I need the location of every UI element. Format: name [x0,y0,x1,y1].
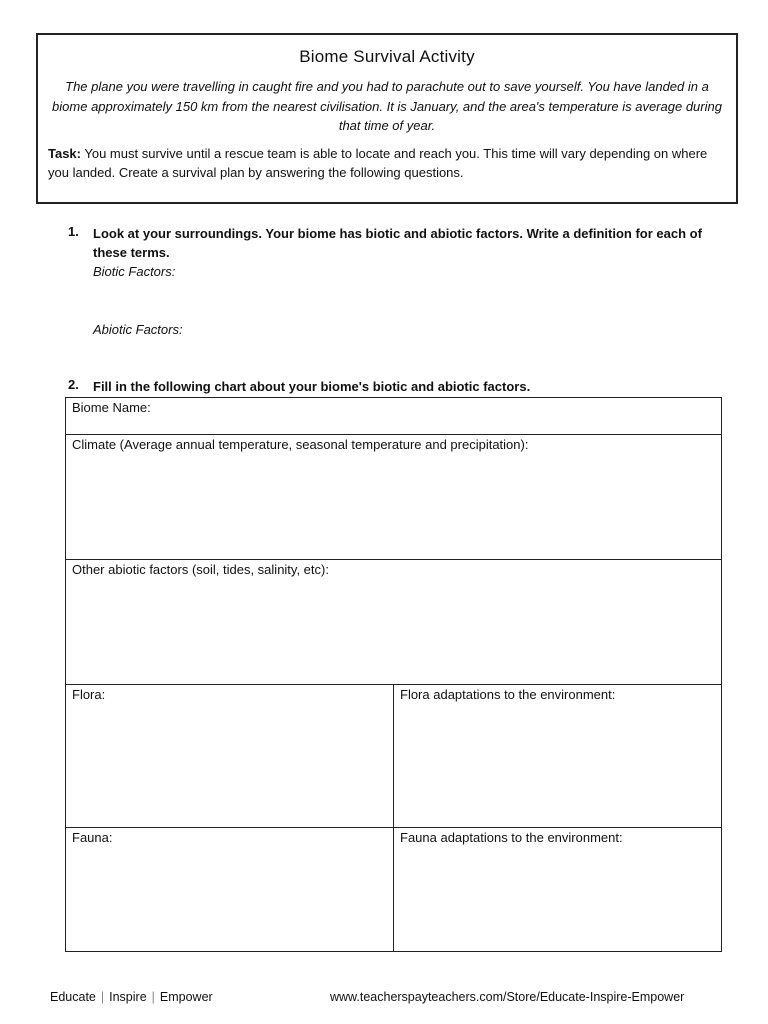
question-2-text: Fill in the following chart about your biome's biotic and abiotic factors. [93,379,531,394]
flora-cell[interactable]: Flora: [66,685,394,828]
fauna-cell[interactable]: Fauna: [66,828,394,952]
footer-educate: Educate [50,990,96,1004]
footer-separator: | [100,990,105,1004]
question-2 [68,377,728,396]
biotic-factors-label: Biotic Factors: [93,264,176,279]
abiotic-factors-label: Abiotic Factors: [93,322,183,337]
biome-name-cell[interactable]: Biome Name: [66,398,722,435]
footer-url: www.teacherspayteachers.com/Store/Educate-Inspire-Empower [330,990,685,1004]
fauna-adaptations-cell[interactable]: Fauna adaptations to the environment: [394,828,722,952]
task-instructions [48,144,726,182]
flora-adaptations-cell[interactable]: Flora adaptations to the environment: [394,685,722,828]
footer-inspire: Inspire [109,990,147,1004]
biome-chart [65,397,722,952]
task-label: Task: [48,145,81,161]
footer-empower: Empower [159,990,213,1004]
question-1-text: Look at your surroundings. Your biome has biotic and abiotic factors. Write a definition for each of these terms. [93,226,702,260]
question-1-number: 1. [68,224,79,239]
footer-tagline [50,990,213,1004]
question-2-number: 2. [68,377,79,392]
footer-separator: | [151,990,155,1004]
question-1 [68,224,728,339]
other-abiotic-cell[interactable]: Other abiotic factors (soil, tides, salinity, etc): [66,560,722,685]
climate-cell[interactable]: Climate (Average annual temperature, seasonal temperature and precipitation): [66,435,722,560]
page-title: Biome Survival Activity [299,47,475,66]
scenario-intro: The plane you were travelling in caught fire and you had to parachute out to save yourself. You have landed in a biome approximately 150 km from the nearest civilisation. It is January, and the area's temperature is average during that time of year. [52,79,722,133]
task-text: You must survive until a rescue team is able to locate and reach you. This time will vary depending on where you landed. Create a survival plan by answering the following questions. [48,145,708,180]
activity-header-box [36,33,738,204]
